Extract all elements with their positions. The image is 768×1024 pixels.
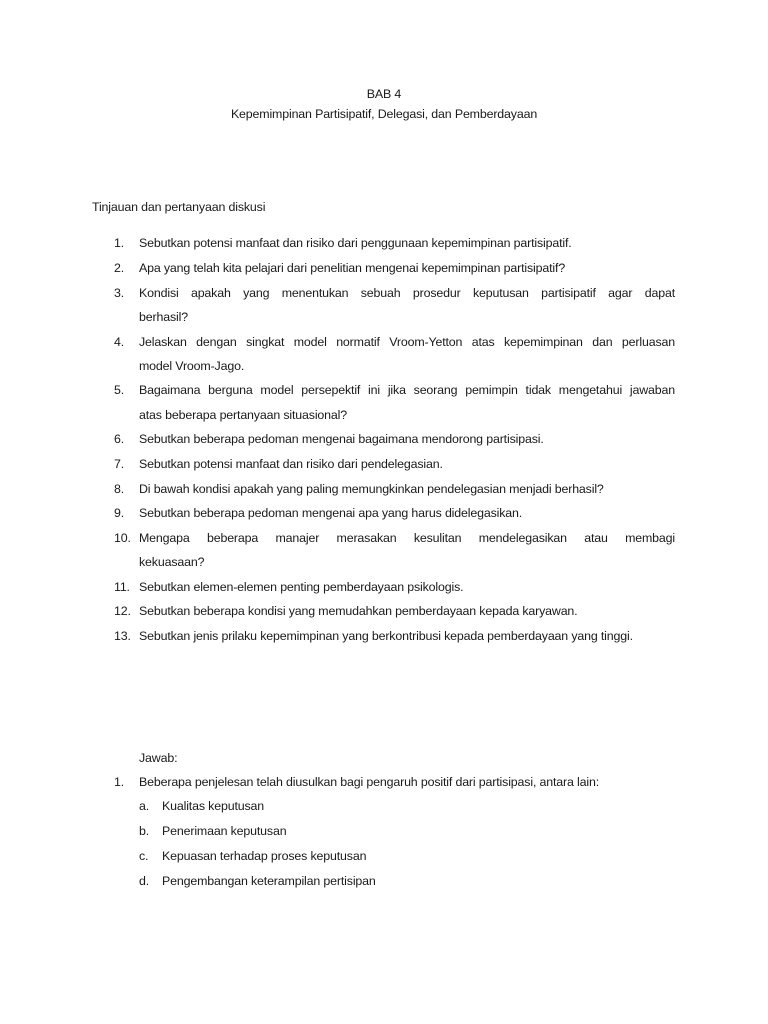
list-text: Jelaskan dengan singkat model normatif Vroom-Yetton atas kepemimpinan dan perluasan — [139, 335, 675, 349]
chapter-label: BAB 4 — [366, 87, 402, 101]
list-number: 10. — [114, 531, 131, 545]
section-heading: Tinjauan dan pertanyaan diskusi — [92, 200, 266, 214]
list-text: Sebutkan elemen-elemen penting pemberdayaan psikologis. — [139, 580, 464, 594]
sub-item-letter: d. — [139, 874, 150, 888]
list-text: Mengapa beberapa manajer merasakan kesulitan mendelegasikan atau membagi — [139, 531, 675, 545]
list-text: Di bawah kondisi apakah yang paling memungkinkan pendelegasian menjadi berhasil? — [139, 482, 604, 496]
sub-item-text: Pengembangan keterampilan pertisipan — [162, 874, 376, 888]
list-number: 3. — [114, 286, 125, 300]
list-number: 8. — [114, 482, 125, 496]
list-number: 13. — [114, 629, 131, 643]
list-text: Sebutkan beberapa pedoman mengenai bagaimana mendorong partisipasi. — [139, 432, 544, 446]
list-text: Apa yang telah kita pelajari dari penelitian mengenai kepemimpinan partisipatif? — [139, 261, 566, 275]
sub-item-letter: c. — [139, 849, 149, 863]
list-number: 4. — [114, 335, 125, 349]
list-text-continuation: atas beberapa pertanyaan situasional? — [139, 408, 348, 422]
list-text: Sebutkan beberapa pedoman mengenai apa yang harus didelegasikan. — [139, 506, 523, 520]
list-number: 12. — [114, 604, 131, 618]
list-text: Kondisi apakah yang menentukan sebuah prosedur keputusan partisipatif agar dapat — [139, 286, 675, 300]
sub-item-text: Kualitas keputusan — [162, 799, 265, 813]
list-number: 1. — [114, 236, 125, 250]
sub-item-letter: b. — [139, 824, 150, 838]
list-text: Sebutkan potensi manfaat dan risiko dari pendelegasian. — [139, 457, 443, 471]
list-number: 7. — [114, 457, 125, 471]
document-title: Kepemimpinan Partisipatif, Delegasi, dan Pemberdayaan — [230, 107, 538, 121]
sub-item-text: Kepuasan terhadap proses keputusan — [162, 849, 367, 863]
answer-text: Beberapa penjelesan telah diusulkan bagi pengaruh positif dari partisipasi, antara lain: — [139, 775, 600, 789]
sub-item-text: Penerimaan keputusan — [162, 824, 287, 838]
list-text: Sebutkan jenis prilaku kepemimpinan yang berkontribusi kepada pemberdayaan yang tinggi. — [139, 629, 633, 643]
list-number: 9. — [114, 506, 125, 520]
answers-heading: Jawab: — [139, 751, 178, 765]
list-text: Sebutkan potensi manfaat dan risiko dari penggunaan kepemimpinan partisipatif. — [139, 236, 572, 250]
list-text-continuation: berhasil? — [139, 310, 188, 324]
sub-item-letter: a. — [139, 799, 150, 813]
list-text: Sebutkan beberapa kondisi yang memudahkan pemberdayaan kepada karyawan. — [139, 604, 578, 618]
list-text: Bagaimana berguna model persepektif ini jika seorang pemimpin tidak mengetahui jawaban — [139, 383, 675, 397]
list-text-continuation: model Vroom-Jago. — [139, 359, 245, 373]
list-number: 5. — [114, 383, 125, 397]
list-number: 6. — [114, 432, 125, 446]
list-text-continuation: kekuasaan? — [139, 555, 205, 569]
answer-number: 1. — [114, 775, 125, 789]
list-number: 2. — [114, 261, 125, 275]
list-number: 11. — [114, 580, 130, 594]
